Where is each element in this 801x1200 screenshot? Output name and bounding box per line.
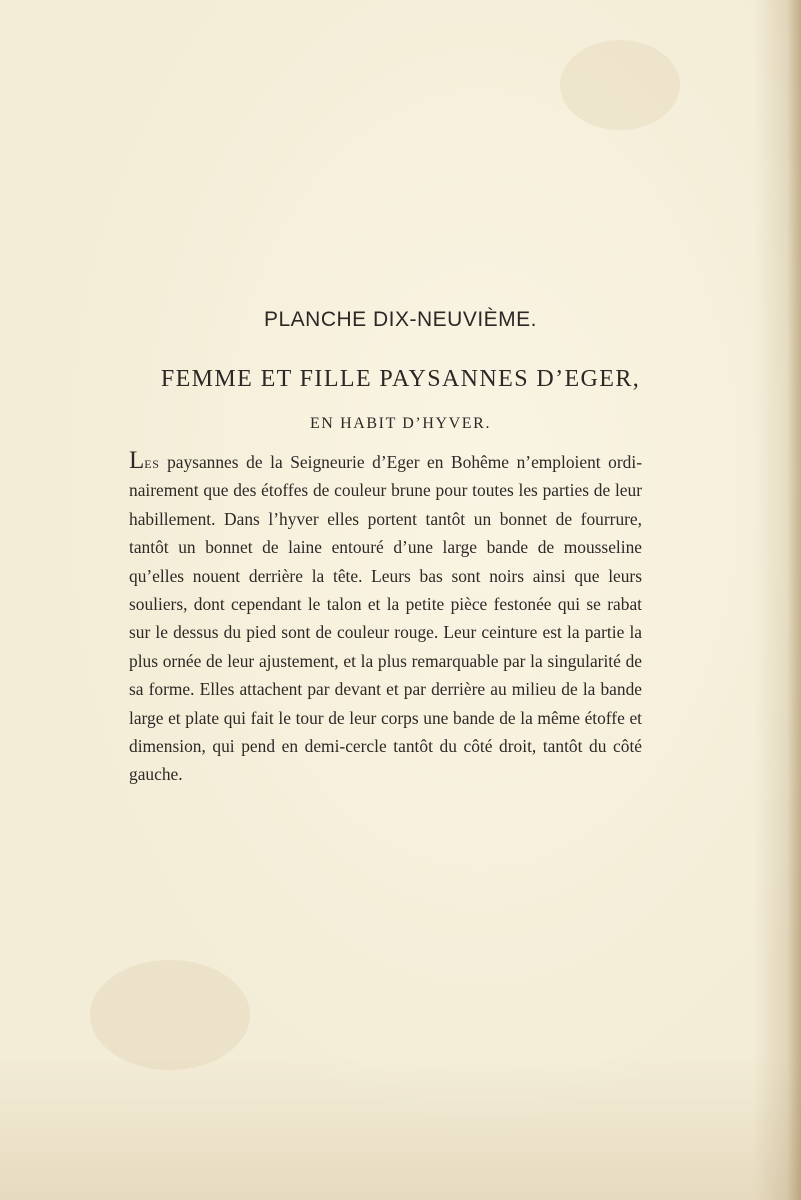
page-edge-shadow (787, 0, 801, 1200)
subject-subtitle: EN HABIT D’HYVER. (309, 415, 492, 432)
paper-stain (90, 960, 250, 1070)
initial-word-rest: es (144, 452, 160, 472)
drop-cap-initial: L (129, 447, 145, 474)
plate-heading: PLANCHE DIX-NEUVIÈME. (263, 308, 538, 331)
paper-stain (560, 40, 680, 130)
subject-title: FEMME ET FILLE PAYSANNES D’EGER, (160, 366, 641, 392)
body-paragraph (129, 448, 642, 789)
paragraph-text: paysannes de la Seigneurie d’Eger en Bohême n’emploient ordinairement que des étoffes de couleur brune pour toutes les parties de leur habillement. Dans l’hyver elles portent tantôt un bonnet de fourrure, tantôt un bonnet de laine entouré d’une large bande de mousseline qu’elles nouent derrière la tête. Leurs bas sont noirs ainsi que leurs souliers, dont cependant le talon et la petite pièce festonée qui se rabat sur le dessus du pied sont de couleur rouge. Leur ceinture est la partie la plus ornée de leur ajustement, et la plus remarquable par la singularité de sa forme. Elles attachent par devant et par derrière au milieu de la bande large et plate qui fait le tour de leur corps une bande de la même étoffe et dimension, qui pend en demi-cercle tantôt du côté droit, tantôt du côté gauche. (129, 452, 642, 785)
